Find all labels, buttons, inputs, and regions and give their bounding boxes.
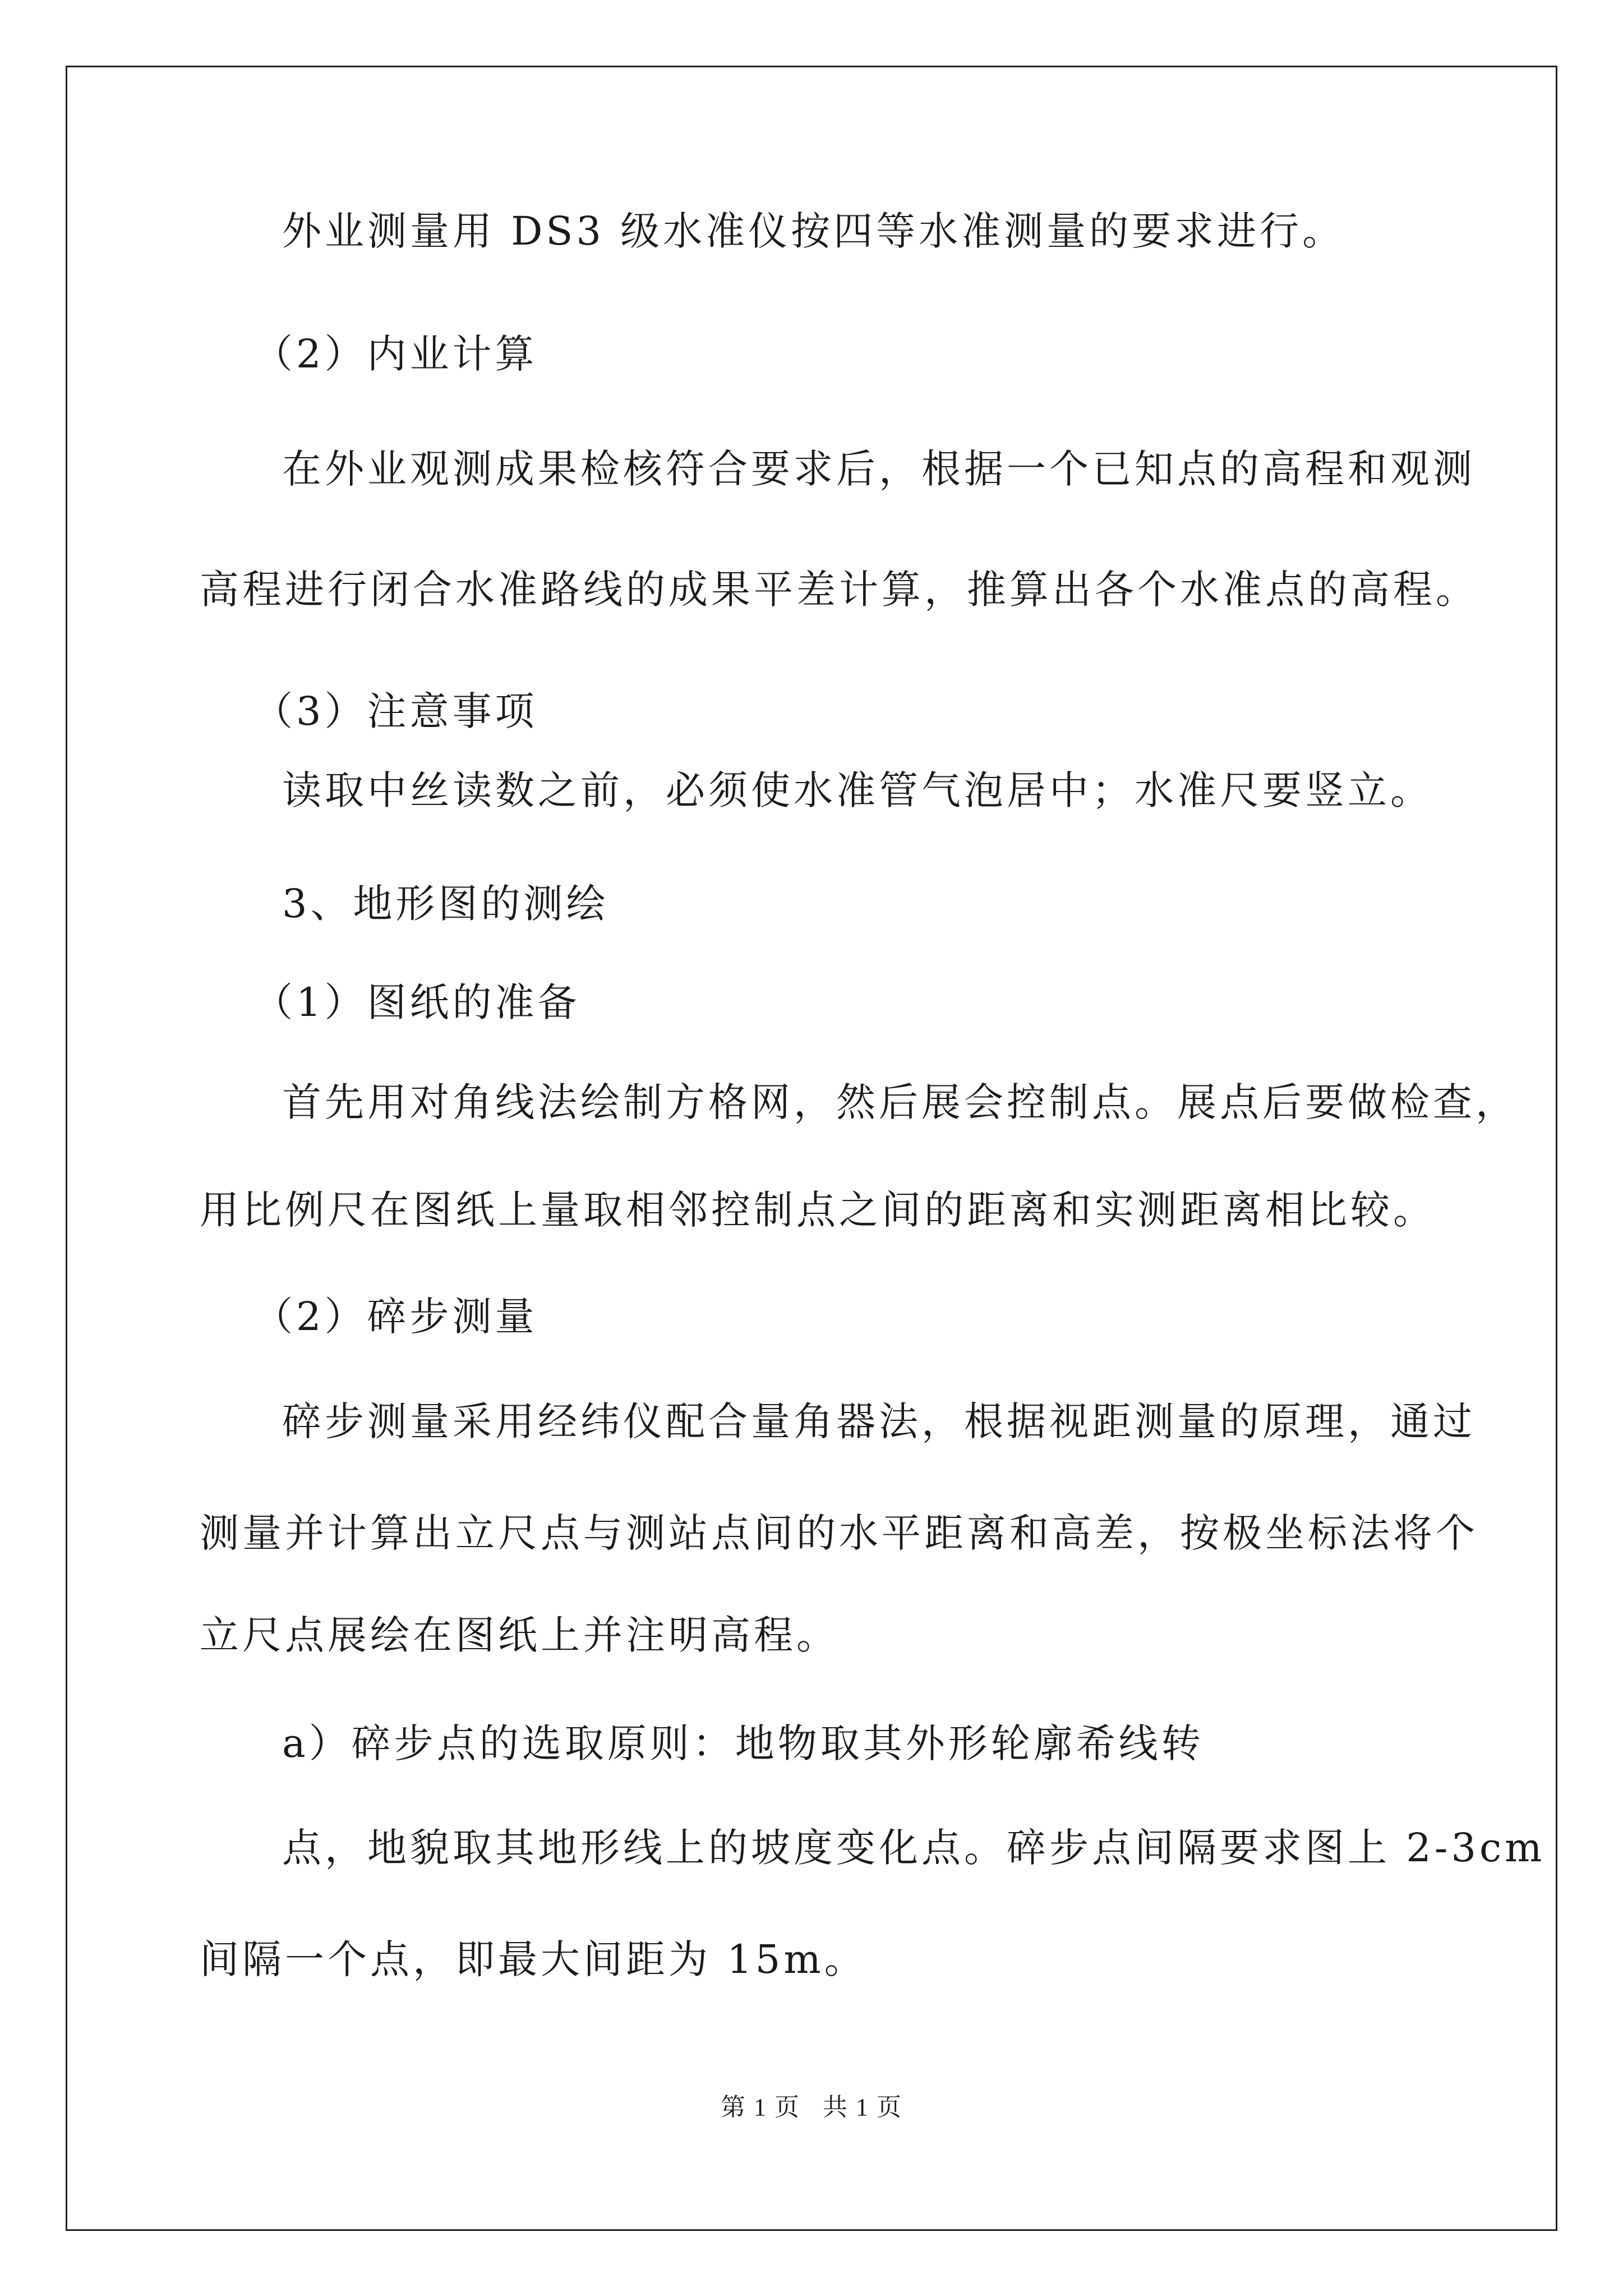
section-heading: （1）图纸的准备 xyxy=(253,979,580,1025)
page-number: 第 1 页 xyxy=(721,2093,800,2121)
text-line: 首先用对角线法绘制方格网，然后展会控制点。展点后要做检查， xyxy=(282,1079,1518,1125)
text-line: 点，地貌取其地形线上的坡度变化点。碎步点间隔要求图上 2-3cm xyxy=(282,1825,1546,1871)
text-line: 外业测量用 DS3 级水准仪按四等水准测量的要求进行。 xyxy=(282,208,1345,254)
section-heading: （3）注意事项 xyxy=(253,688,538,734)
text-line: 碎步测量采用经纬仪配合量角器法，根据视距测量的原理，通过 xyxy=(282,1398,1476,1444)
text-line: 读取中丝读数之前，必须使水准管气泡居中；水准尺要竖立。 xyxy=(282,767,1433,813)
text-line: a）碎步点的选取原则：地物取其外形轮廓希线转 xyxy=(282,1720,1204,1766)
text-line: 测量并计算出立尺点与测站点间的水平距离和高差，按极坐标法将个 xyxy=(200,1510,1478,1556)
section-heading: （2）内业计算 xyxy=(253,331,538,377)
text-line: 间隔一个点，即最大间距为 15m。 xyxy=(200,1936,867,1982)
page-footer xyxy=(0,2091,1623,2124)
section-heading: 3、地形图的测绘 xyxy=(282,881,609,927)
page-total: 共 1 页 xyxy=(823,2093,902,2121)
page-border xyxy=(66,66,1557,2231)
text-line: 立尺点展绘在图纸上并注明高程。 xyxy=(200,1612,839,1658)
text-line: 高程进行闭合水准路线的成果平差计算，推算出各个水准点的高程。 xyxy=(200,567,1478,613)
text-line: 用比例尺在图纸上量取相邻控制点之间的距离和实测距离相比较。 xyxy=(200,1187,1436,1233)
section-heading: （2）碎步测量 xyxy=(253,1294,538,1340)
text-line: 在外业观测成果检核符合要求后，根据一个已知点的高程和观测 xyxy=(282,446,1476,492)
